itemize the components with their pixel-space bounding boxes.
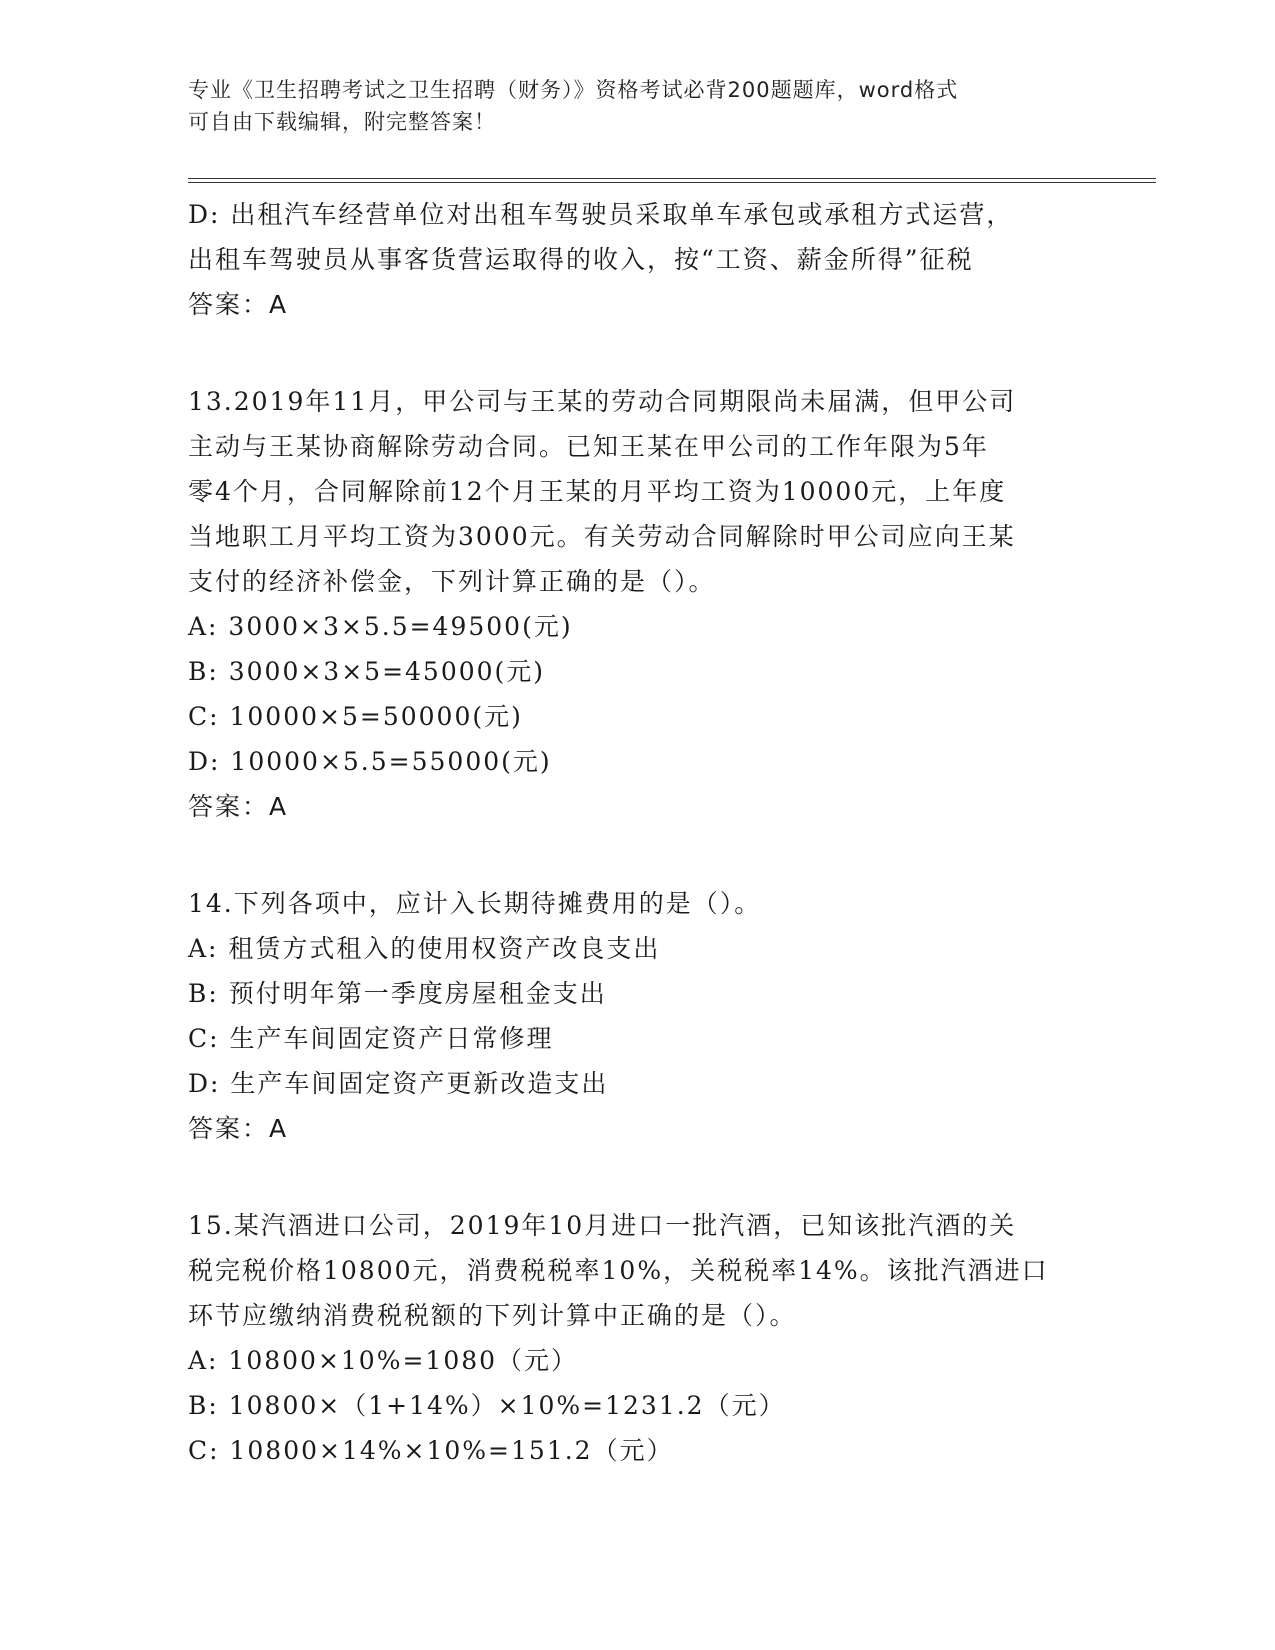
question-14	[188, 881, 1088, 1151]
answer: 答案：A	[188, 1114, 289, 1143]
header-divider	[188, 178, 1156, 183]
question-stem-line: 15.某汽酒进口公司，2019年10月进口一批汽酒，已知该批汽酒的关	[188, 1211, 1017, 1240]
carryover-question	[188, 192, 1088, 327]
question-stem-line: 支付的经济补偿金，下列计算正确的是（）。	[188, 567, 716, 596]
question-stem-line: 14.下列各项中，应计入长期待摊费用的是（）。	[188, 889, 762, 918]
option-c: C: 10000×5=50000(元)	[188, 702, 523, 731]
question-stem-line: 零4个月，合同解除前12个月王某的月平均工资为10000元，上年度	[188, 477, 1007, 506]
question-13	[188, 379, 1088, 829]
option-c: C: 生产车间固定资产日常修理	[188, 1024, 554, 1053]
option-b: B: 10800×（1+14%）×10%=1231.2（元）	[188, 1391, 786, 1420]
header-title-line-2: 可自由下载编辑，附完整答案！	[188, 110, 496, 134]
option-a: A: 10800×10%=1080（元）	[188, 1346, 579, 1375]
option-d: D: 10000×5.5=55000(元)	[188, 747, 552, 776]
question-stem-line: 环节应缴纳消费税税额的下列计算中正确的是（）。	[188, 1301, 797, 1330]
option-b: B: 3000×3×5=45000(元)	[188, 657, 546, 686]
page-header	[188, 74, 1078, 138]
option-d-line-2: 出租车驾驶员从事客货营运取得的收入，按“工资、薪金所得”征税	[188, 245, 974, 274]
question-stem-line: 当地职工月平均工资为3000元。有关劳动合同解除时甲公司应向王某	[188, 522, 1016, 551]
option-a: A: 租赁方式租入的使用权资产改良支出	[188, 934, 661, 963]
option-a: A: 3000×3×5.5=49500(元)	[188, 612, 573, 641]
spacer	[188, 1151, 1088, 1203]
header-title-line-1: 专业《卫生招聘考试之卫生招聘（财务）》资格考试必背200题题库，word格式	[188, 78, 959, 102]
question-stem-line: 13.2019年11月，甲公司与王某的劳动合同期限尚未届满，但甲公司	[188, 387, 1017, 416]
spacer	[188, 327, 1088, 379]
option-c: C: 10800×14%×10%=151.2（元）	[188, 1436, 674, 1465]
answer: 答案：A	[188, 290, 289, 319]
option-d-line-1: D: 出租汽车经营单位对出租车驾驶员采取单车承包或承租方式运营，	[188, 200, 1014, 229]
spacer	[188, 829, 1088, 881]
question-stem-line: 主动与王某协商解除劳动合同。已知王某在甲公司的工作年限为5年	[188, 432, 989, 461]
question-15	[188, 1203, 1088, 1473]
document-body	[188, 192, 1088, 1473]
answer: 答案：A	[188, 792, 289, 821]
option-d: D: 生产车间固定资产更新改造支出	[188, 1069, 609, 1098]
question-stem-line: 税完税价格10800元，消费税税率10%，关税税率14%。该批汽酒进口	[188, 1256, 1049, 1285]
option-b: B: 预付明年第一季度房屋租金支出	[188, 979, 607, 1008]
